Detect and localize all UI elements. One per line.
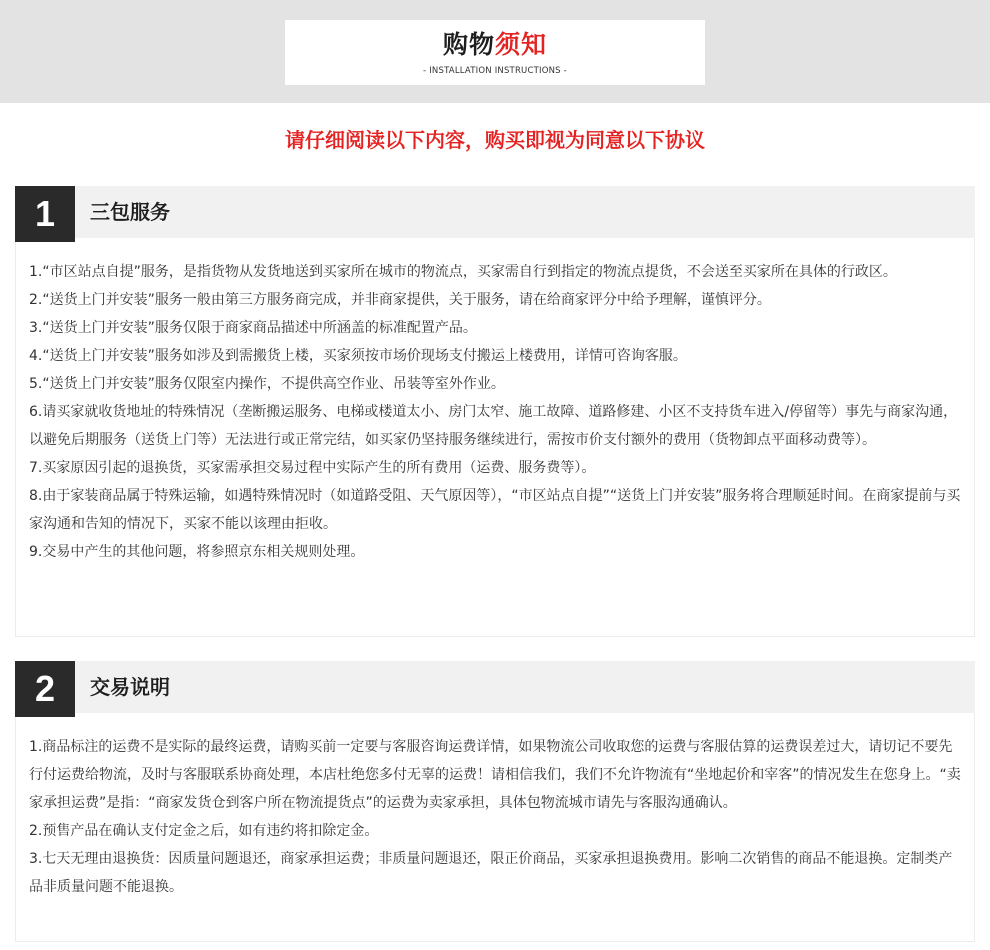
section-body	[29, 733, 964, 901]
section-number: 1	[15, 186, 75, 242]
list-item: 3.“送货上门并安装”服务仅限于商家商品描述中所涵盖的标准配置产品。	[29, 320, 477, 336]
section-transaction-notes	[15, 661, 975, 942]
section-header	[15, 661, 975, 713]
title-box	[285, 20, 705, 85]
page-title	[285, 30, 705, 60]
section-header	[15, 186, 975, 238]
list-item: 8.由于家装商品属于特殊运输，如遇特殊情况时（如道路受阻、天气原因等），“市区站点自提”“送货上门并安装”服务将合理顺延时间。在商家提前与买家沟通和告知的情况下，买家不能以该理由拒收。	[29, 488, 961, 532]
list-item: 1.商品标注的运费不是实际的最终运费，请购买前一定要与客服咨询运费详情，如果物流公司收取您的运费与客服估算的运费误差过大，请切记不要先行付运费给物流，及时与客服联系协商处理，本店杜绝您多付无辜的运费！请相信我们，我们不允许物流有“坐地起价和宰客”的情况发生在您身上。“卖家承担运费”是指：“商家发货仓到客户所在物流提货点”的运费为卖家承担，具体包物流城市请先与客服沟通确认。	[29, 739, 961, 811]
page-title-part1: 购物	[442, 30, 495, 59]
section-body	[29, 258, 964, 566]
page-title-part2: 须知	[495, 30, 548, 59]
agreement-notice: 请仔细阅读以下内容，购买即视为同意以下协议	[285, 128, 705, 152]
list-item: 3.七天无理由退换货：因质量问题退还，商家承担运费；非质量问题退还，限正价商品，买家承担退换费用。影响二次销售的商品不能退换。定制类产品非质量问题不能退换。	[29, 851, 953, 895]
list-item: 1.“市区站点自提”服务，是指货物从发货地送到买家所在城市的物流点，买家需自行到指定的物流点提货，不会送至买家所在具体的行政区。	[29, 264, 897, 280]
list-item: 7.买家原因引起的退换货，买家需承担交易过程中实际产生的所有费用（运费、服务费等）。	[29, 460, 596, 476]
section-number: 2	[15, 661, 75, 717]
section-warranty-service	[15, 186, 975, 637]
page-subtitle: - INSTALLATION INSTRUCTIONS -	[423, 66, 567, 76]
header-band	[0, 0, 990, 103]
section-title: 三包服务	[90, 200, 170, 224]
list-item: 4.“送货上门并安装”服务如涉及到需搬货上楼，买家须按市场价现场支付搬运上楼费用，详情可咨询客服。	[29, 348, 687, 364]
list-item: 2.“送货上门并安装”服务一般由第三方服务商完成，并非商家提供，关于服务，请在给商家评分中给予理解，谨慎评分。	[29, 292, 771, 308]
list-item: 5.“送货上门并安装”服务仅限室内操作，不提供高空作业、吊装等室外作业。	[29, 376, 505, 392]
section-title: 交易说明	[90, 675, 170, 699]
list-item: 9.交易中产生的其他问题，将参照京东相关规则处理。	[29, 544, 365, 560]
list-item: 2.预售产品在确认支付定金之后，如有违约将扣除定金。	[29, 823, 379, 839]
list-item: 6.请买家就收货地址的特殊情况（垄断搬运服务、电梯或楼道太小、房门太窄、施工故障、道路修建、小区不支持货车进入/停留等）事先与商家沟通，以避免后期服务（送货上门等）无法进行或正常完结，如买家仍坚持服务继续进行，需按市价支付额外的费用（货物卸点平面移动费等）。	[29, 404, 958, 448]
